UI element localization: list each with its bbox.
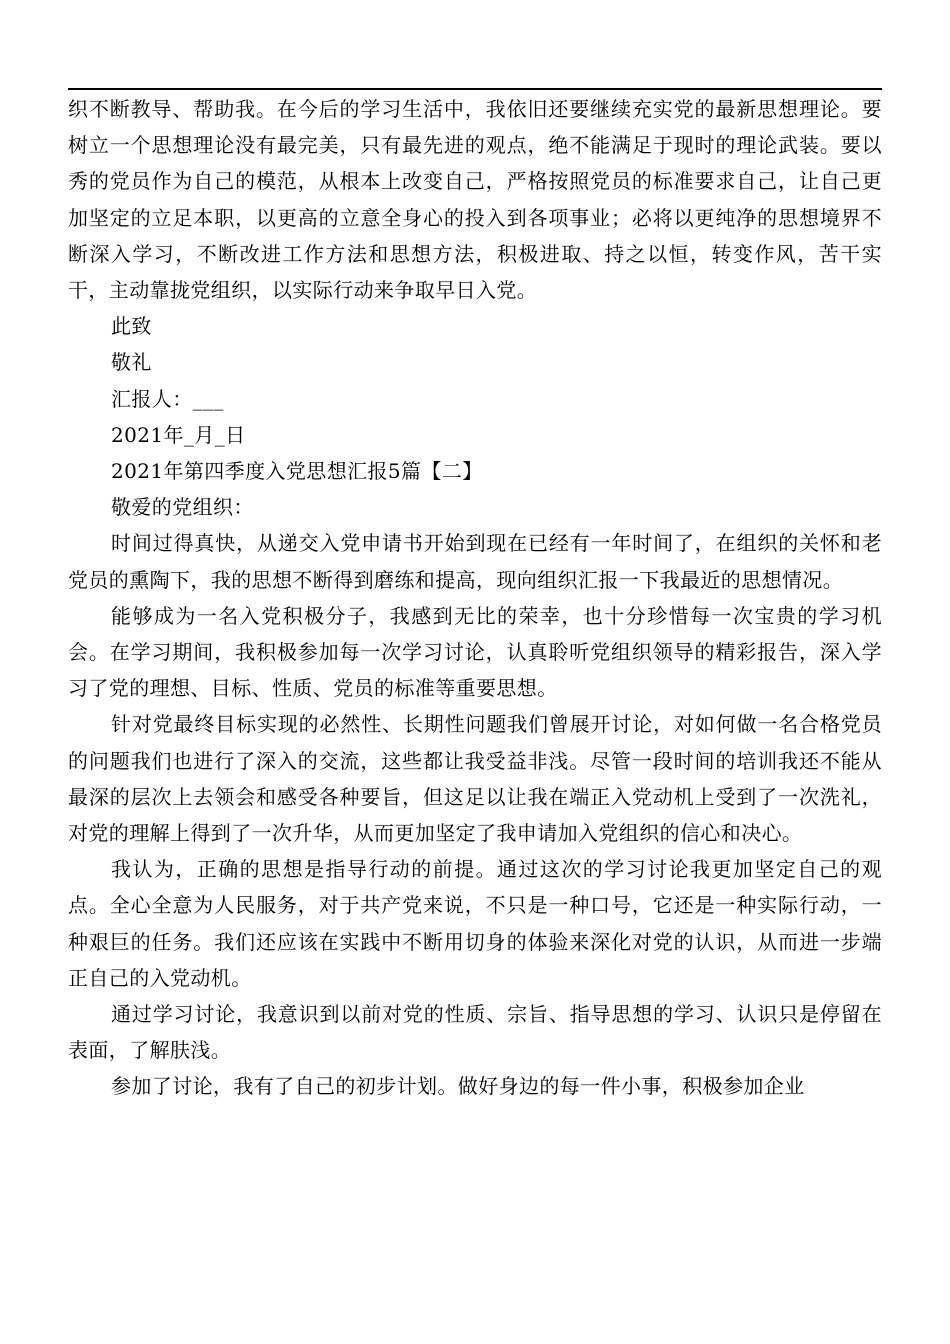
paragraph: 能够成为一名入党积极分子，我感到无比的荣幸，也十分珍惜每一次宝贵的学习机会。在学习期间，我积极参加每一次学习讨论，认真聆听党组织领导的精彩报告，深入学习了党的理想、目标、性质、党员的标准等重要思想。 [68,603,882,701]
reporter-line: 汇报人：___ [111,386,224,411]
closing-regards: 敬礼 [111,350,152,375]
paragraph: 参加了讨论，我有了自己的初步计划。做好身边的每一件小事，积极参加企业 [111,1074,805,1099]
paragraph: 时间过得真快，从递交入党申请书开始到现在已经有一年时间了，在组织的关怀和老党员的熏陶下，我的思想不断得到磨练和提高，现向组织汇报一下我最近的思想情况。 [68,531,882,592]
closing-salutation: 此致 [111,314,152,339]
paragraph: 针对党最终目标实现的必然性、长期性问题我们曾展开讨论，对如何做一名合格党员的问题我们也进行了深入的交流，这些都让我受益非浅。尽管一段时间的培训我还不能从最深的层次上去领会和感受各种要旨，但这足以让我在端正入党动机上受到了一次洗礼，对党的理解上得到了一次升华，从而更加坚定了我申请加入党组织的信心和决心。 [68,712,882,846]
greeting: 敬爱的党组织： [111,495,254,520]
paragraph: 通过学习讨论，我意识到以前对党的性质、宗旨、指导思想的学习、认识只是停留在表面，了解肤浅。 [68,1002,882,1063]
paragraph-continuation: 织不断教导、帮助我。在今后的学习生活中，我依旧还要继续充实党的最新思想理论。要树立一个思想理论没有最完美，只有最先进的观点，绝不能满足于现时的理论武装。要以秀的党员作为自己的模范，从根本上改变自己，严格按照党员的标准要求自己，让自己更加坚定的立足本职，以更高的立意全身心的投入到各项事业；必将以更纯净的思想境界不断深入学习，不断改进工作方法和思想方法，积极进取、持之以恒，转变作风，苦干实干，主动靠拢党组织，以实际行动来争取早日入党。 [68,97,882,303]
document-body [68,91,882,1105]
paragraph: 我认为，正确的思想是指导行动的前提。通过这次的学习讨论我更加坚定自己的观点。全心全意为人民服务，对于共产党来说，不只是一种口号，它还是一种实际行动，一种艰巨的任务。我们还应该在实践中不断用切身的体验来深化对党的认识，从而进一步端正自己的入党动机。 [68,857,882,990]
date-line: 2021年_月_日 [111,422,246,447]
header-rule [68,88,882,90]
section-heading: 2021年第四季度入党思想汇报5篇【二】 [111,459,483,484]
